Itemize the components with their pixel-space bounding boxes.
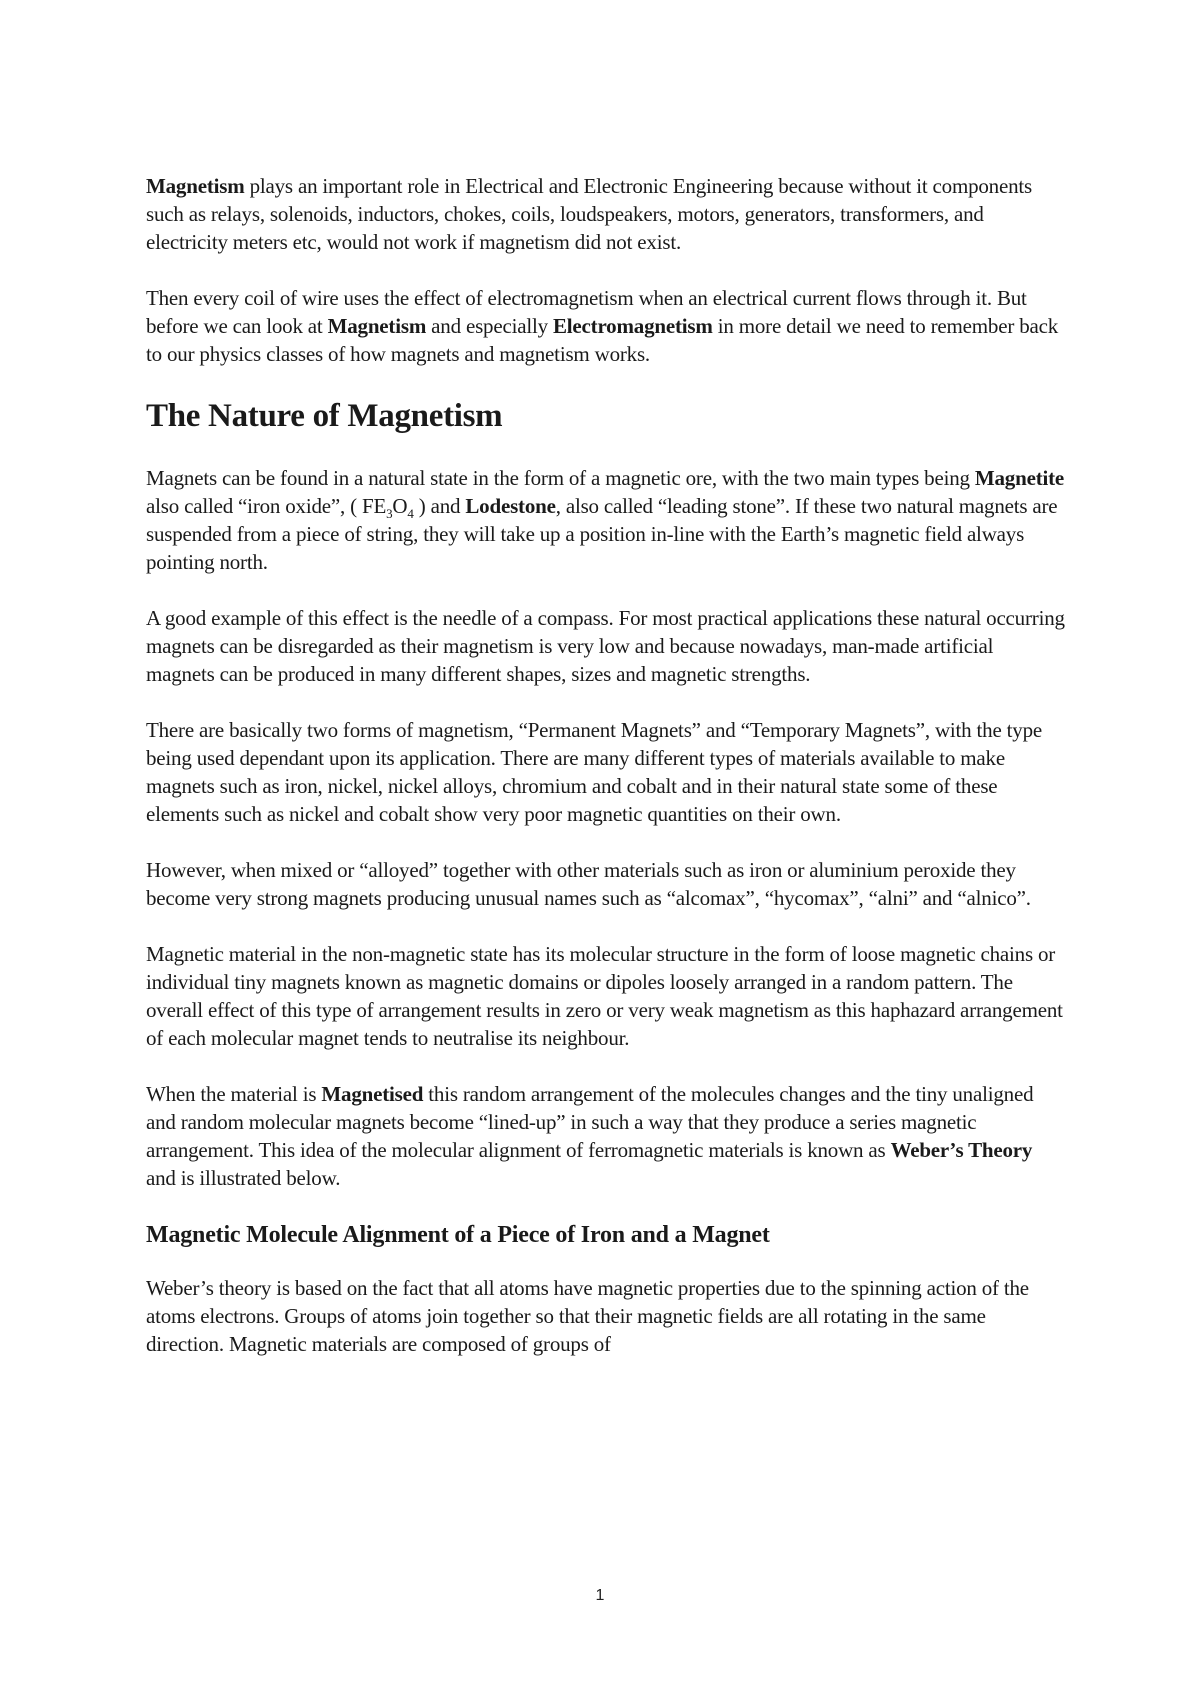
paragraph-weber: Weber’s theory is based on the fact that all atoms have magnetic properties due to the spinning action of the atoms electrons. Groups of atoms join together so that their magnetic fields are all rotating in the same direction. Magnetic materials are composed of groups of: [146, 1276, 1029, 1356]
bold-term: Weber’s Theory: [890, 1138, 1033, 1162]
paragraph-domains: Magnetic material in the non-magnetic state has its molecular structure in the form of loose magnetic chains or individual tiny magnets known as magnetic domains or dipoles loosely arranged in a random pattern. The overall effect of this type of arrangement results in zero or very weak magnetism as this haphazard arrangement of each molecular magnet tends to neutralise its neighbour.: [146, 942, 1063, 1050]
bold-term: Magnetism: [146, 174, 245, 198]
document-page: [146, 172, 1066, 1386]
paragraph-natural-magnets: Magnets can be found in a natural state in the form of a magnetic ore, with the two main types being Magnetite also called “iron oxide”, ( $FE_3O_4$ ) and Lodestone, also called “leading stone”. If these two natural magnets are suspended from a piece of string, they will take up a position in-line with the Earth’s magnetic field always pointing north.: [146, 466, 1065, 574]
section-heading: The Nature of Magnetism: [146, 398, 503, 434]
paragraph-magnetised: When the material is Magnetised this random arrangement of the molecules changes and the tiny unaligned and random molecular magnets become “lined-up” in such a way that they produce a series magnetic arrangement. This idea of the molecular alignment of ferromagnetic materials is known as Weber’s Theory and is illustrated below.: [146, 1082, 1034, 1190]
paragraph-forms: There are basically two forms of magnetism, “Permanent Magnets” and “Temporary Magnets”, with the type being used dependant upon its application. There are many different types of materials available to make magnets such as iron, nickel, nickel alloys, chromium and cobalt and in their natural state some of these elements such as nickel and cobalt show very poor magnetic quantities on their own.: [146, 718, 1042, 826]
bold-term: Magnetised: [321, 1082, 424, 1106]
bold-term: Magnetite: [974, 466, 1065, 490]
bold-term: Magnetism: [327, 314, 427, 338]
paragraph-electromagnetism: Then every coil of wire uses the effect of electromagnetism when an electrical current flows through it. But before we can look at Magnetism and especially Electromagnetism in more detail we need to remember back to our physics classes of how magnets and magnetism works.: [146, 286, 1059, 366]
paragraph-intro: Magnetism plays an important role in Electrical and Electronic Engineering because without it components such as relays, solenoids, inductors, chokes, coils, loudspeakers, motors, generators, transformers, and electricity meters etc, would not work if magnetism did not exist.: [146, 174, 1033, 254]
paragraph-compass: A good example of this effect is the needle of a compass. For most practical applications these natural occurring magnets can be disregarded as their magnetism is very low and because nowadays, man-made artificial magnets can be produced in many different shapes, sizes and magnetic strengths.: [146, 606, 1065, 686]
page-number: 1: [595, 1587, 605, 1604]
bold-term: Lodestone: [465, 494, 556, 518]
bold-term: Electromagnetism: [552, 314, 713, 338]
subsection-heading: Magnetic Molecule Alignment of a Piece of Iron and a Magnet: [146, 1222, 770, 1248]
paragraph-alloys: However, when mixed or “alloyed” together with other materials such as iron or aluminium peroxide they become very strong magnets producing unusual names such as “alcomax”, “hycomax”, “alni” and “alnico”.: [146, 858, 1031, 910]
